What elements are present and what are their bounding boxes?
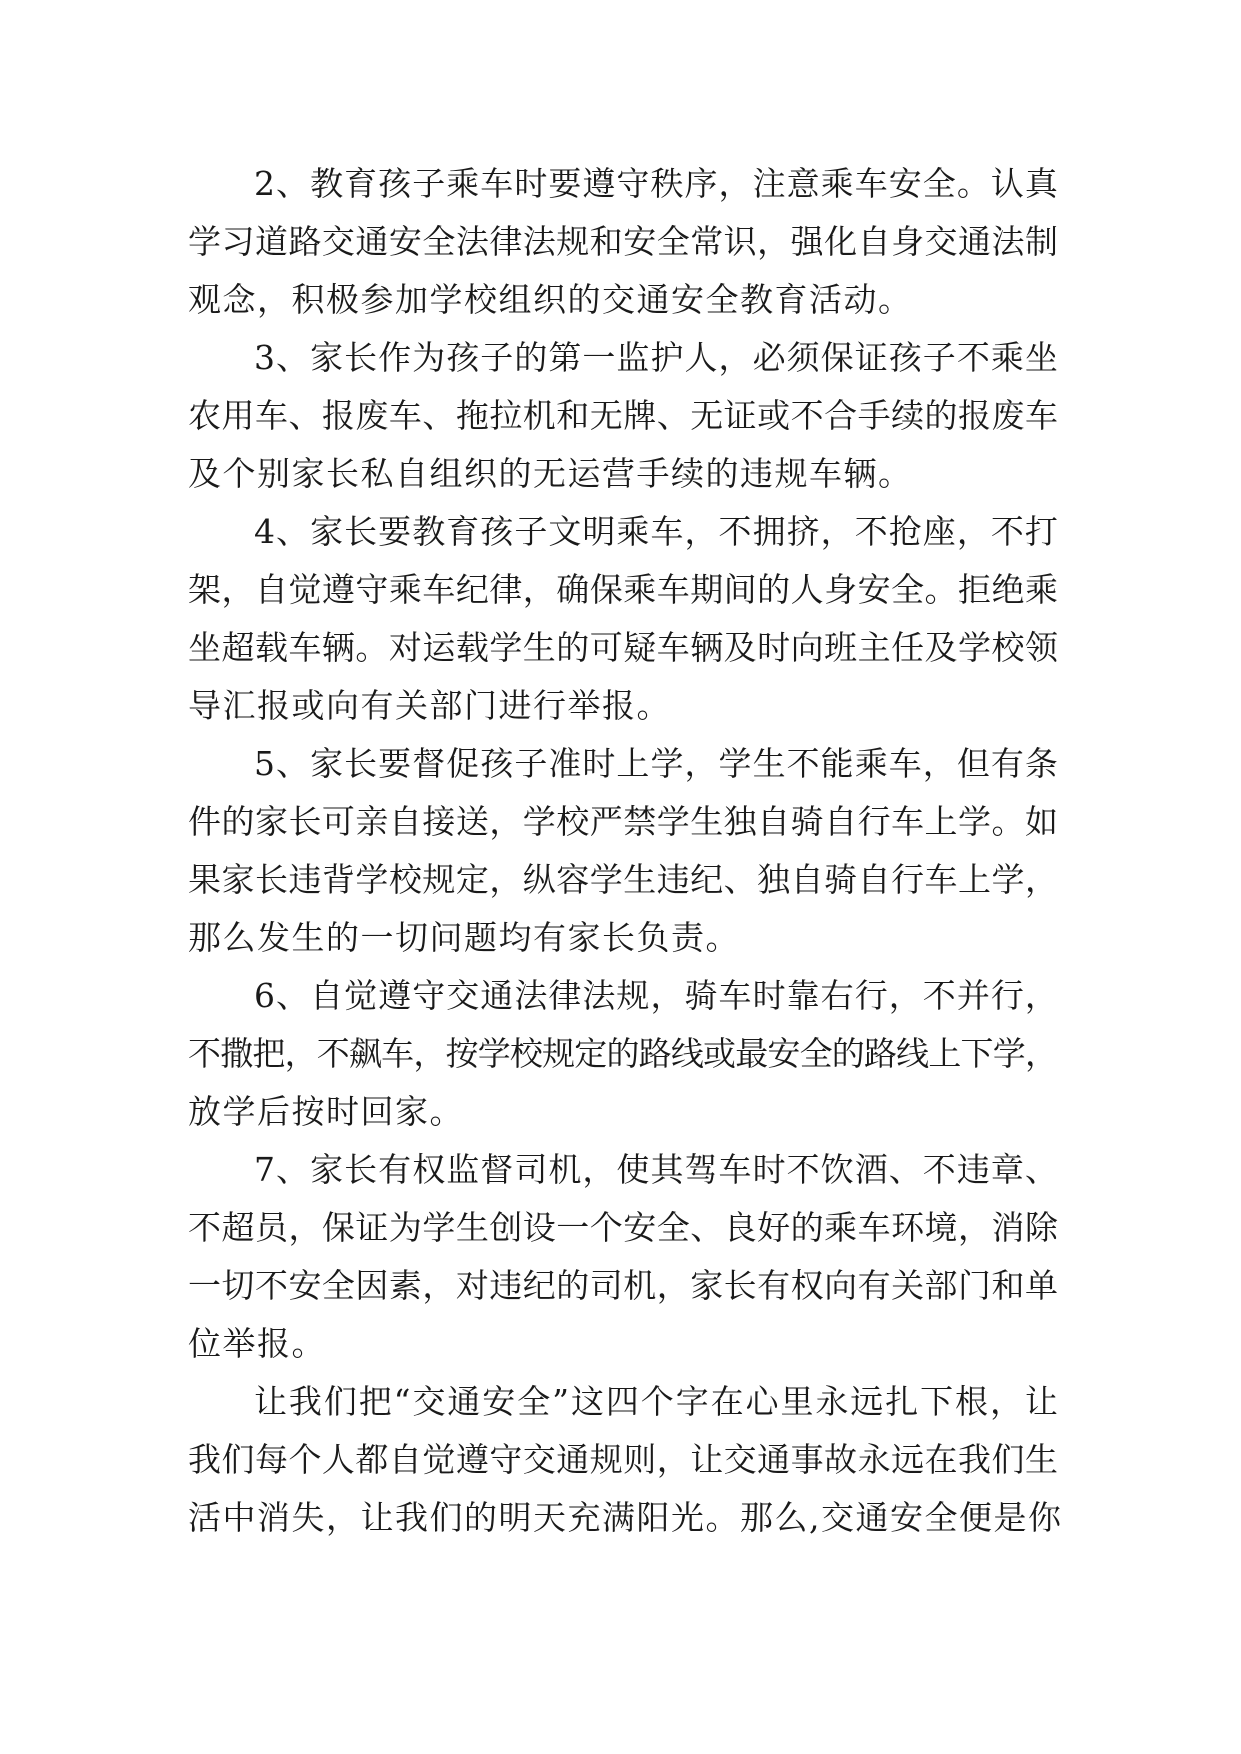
paragraph (188, 967, 1058, 1141)
paragraph-line: 学习道路交通安全法律法规和安全常识，强化自身交通法制 (188, 222, 1059, 261)
paragraph-line: 架，自觉遵守乘车纪律，确保乘车期间的人身安全。拒绝乘 (188, 570, 1059, 609)
paragraph-line: 位举报。 (188, 1324, 326, 1363)
paragraph (188, 503, 1058, 735)
paragraph-line: 件的家长可亲自接送，学校严禁学生独自骑自行车上学。如 (188, 802, 1059, 841)
paragraph-line: 让我们把“交通安全”这四个字在心里永远扎下根，让 (254, 1382, 1060, 1421)
paragraph-line: 导汇报或向有关部门进行举报。 (188, 686, 671, 725)
paragraph-line: 6、自觉遵守交通法律法规，骑车时靠右行，不并行， (254, 976, 1059, 1015)
paragraph (188, 155, 1058, 329)
paragraph-line: 果家长违背学校规定，纵容学生违纪、独自骑自行车上学， (188, 860, 1059, 899)
paragraph (188, 1141, 1058, 1373)
paragraph-line: 3、家长作为孩子的第一监护人，必须保证孩子不乘坐 (254, 338, 1059, 377)
paragraph-line: 不超员，保证为学生创设一个安全、良好的乘车环境，消除 (188, 1208, 1059, 1247)
paragraph-line: 2、教育孩子乘车时要遵守秩序，注意乘车安全。认真 (254, 164, 1059, 203)
paragraph-line: 4、家长要教育孩子文明乘车，不拥挤，不抢座，不打 (254, 512, 1059, 551)
paragraph-line: 一切不安全因素，对违纪的司机，家长有权向有关部门和单 (188, 1266, 1059, 1305)
document-body (188, 155, 1063, 1547)
paragraph-line: 5、家长要督促孩子准时上学，学生不能乘车，但有条 (254, 744, 1059, 783)
paragraph-line: 7、家长有权监督司机，使其驾车时不饮酒、不违章、 (254, 1150, 1059, 1189)
paragraph-line: 放学后按时回家。 (188, 1092, 464, 1131)
paragraph (188, 1373, 1063, 1547)
paragraph-line: 及个别家长私自组织的无运营手续的违规车辆。 (188, 454, 913, 493)
paragraph (188, 329, 1058, 503)
paragraph-line: 我们每个人都自觉遵守交通规则，让交通事故永远在我们生 (188, 1440, 1059, 1479)
paragraph-line: 观念，积极参加学校组织的交通安全教育活动。 (188, 280, 913, 319)
paragraph-line: 那么发生的一切问题均有家长负责。 (188, 918, 740, 957)
paragraph-line: 活中消失，让我们的明天充满阳光。那么,交通安全便是你 (188, 1498, 1063, 1537)
paragraph-line: 不撒把，不飙车，按学校规定的路线或最安全的路线上下学， (188, 1034, 1058, 1073)
paragraph-line: 坐超载车辆。对运载学生的可疑车辆及时向班主任及学校领 (188, 628, 1059, 667)
paragraph (188, 735, 1058, 967)
paragraph-line: 农用车、报废车、拖拉机和无牌、无证或不合手续的报废车 (188, 396, 1059, 435)
